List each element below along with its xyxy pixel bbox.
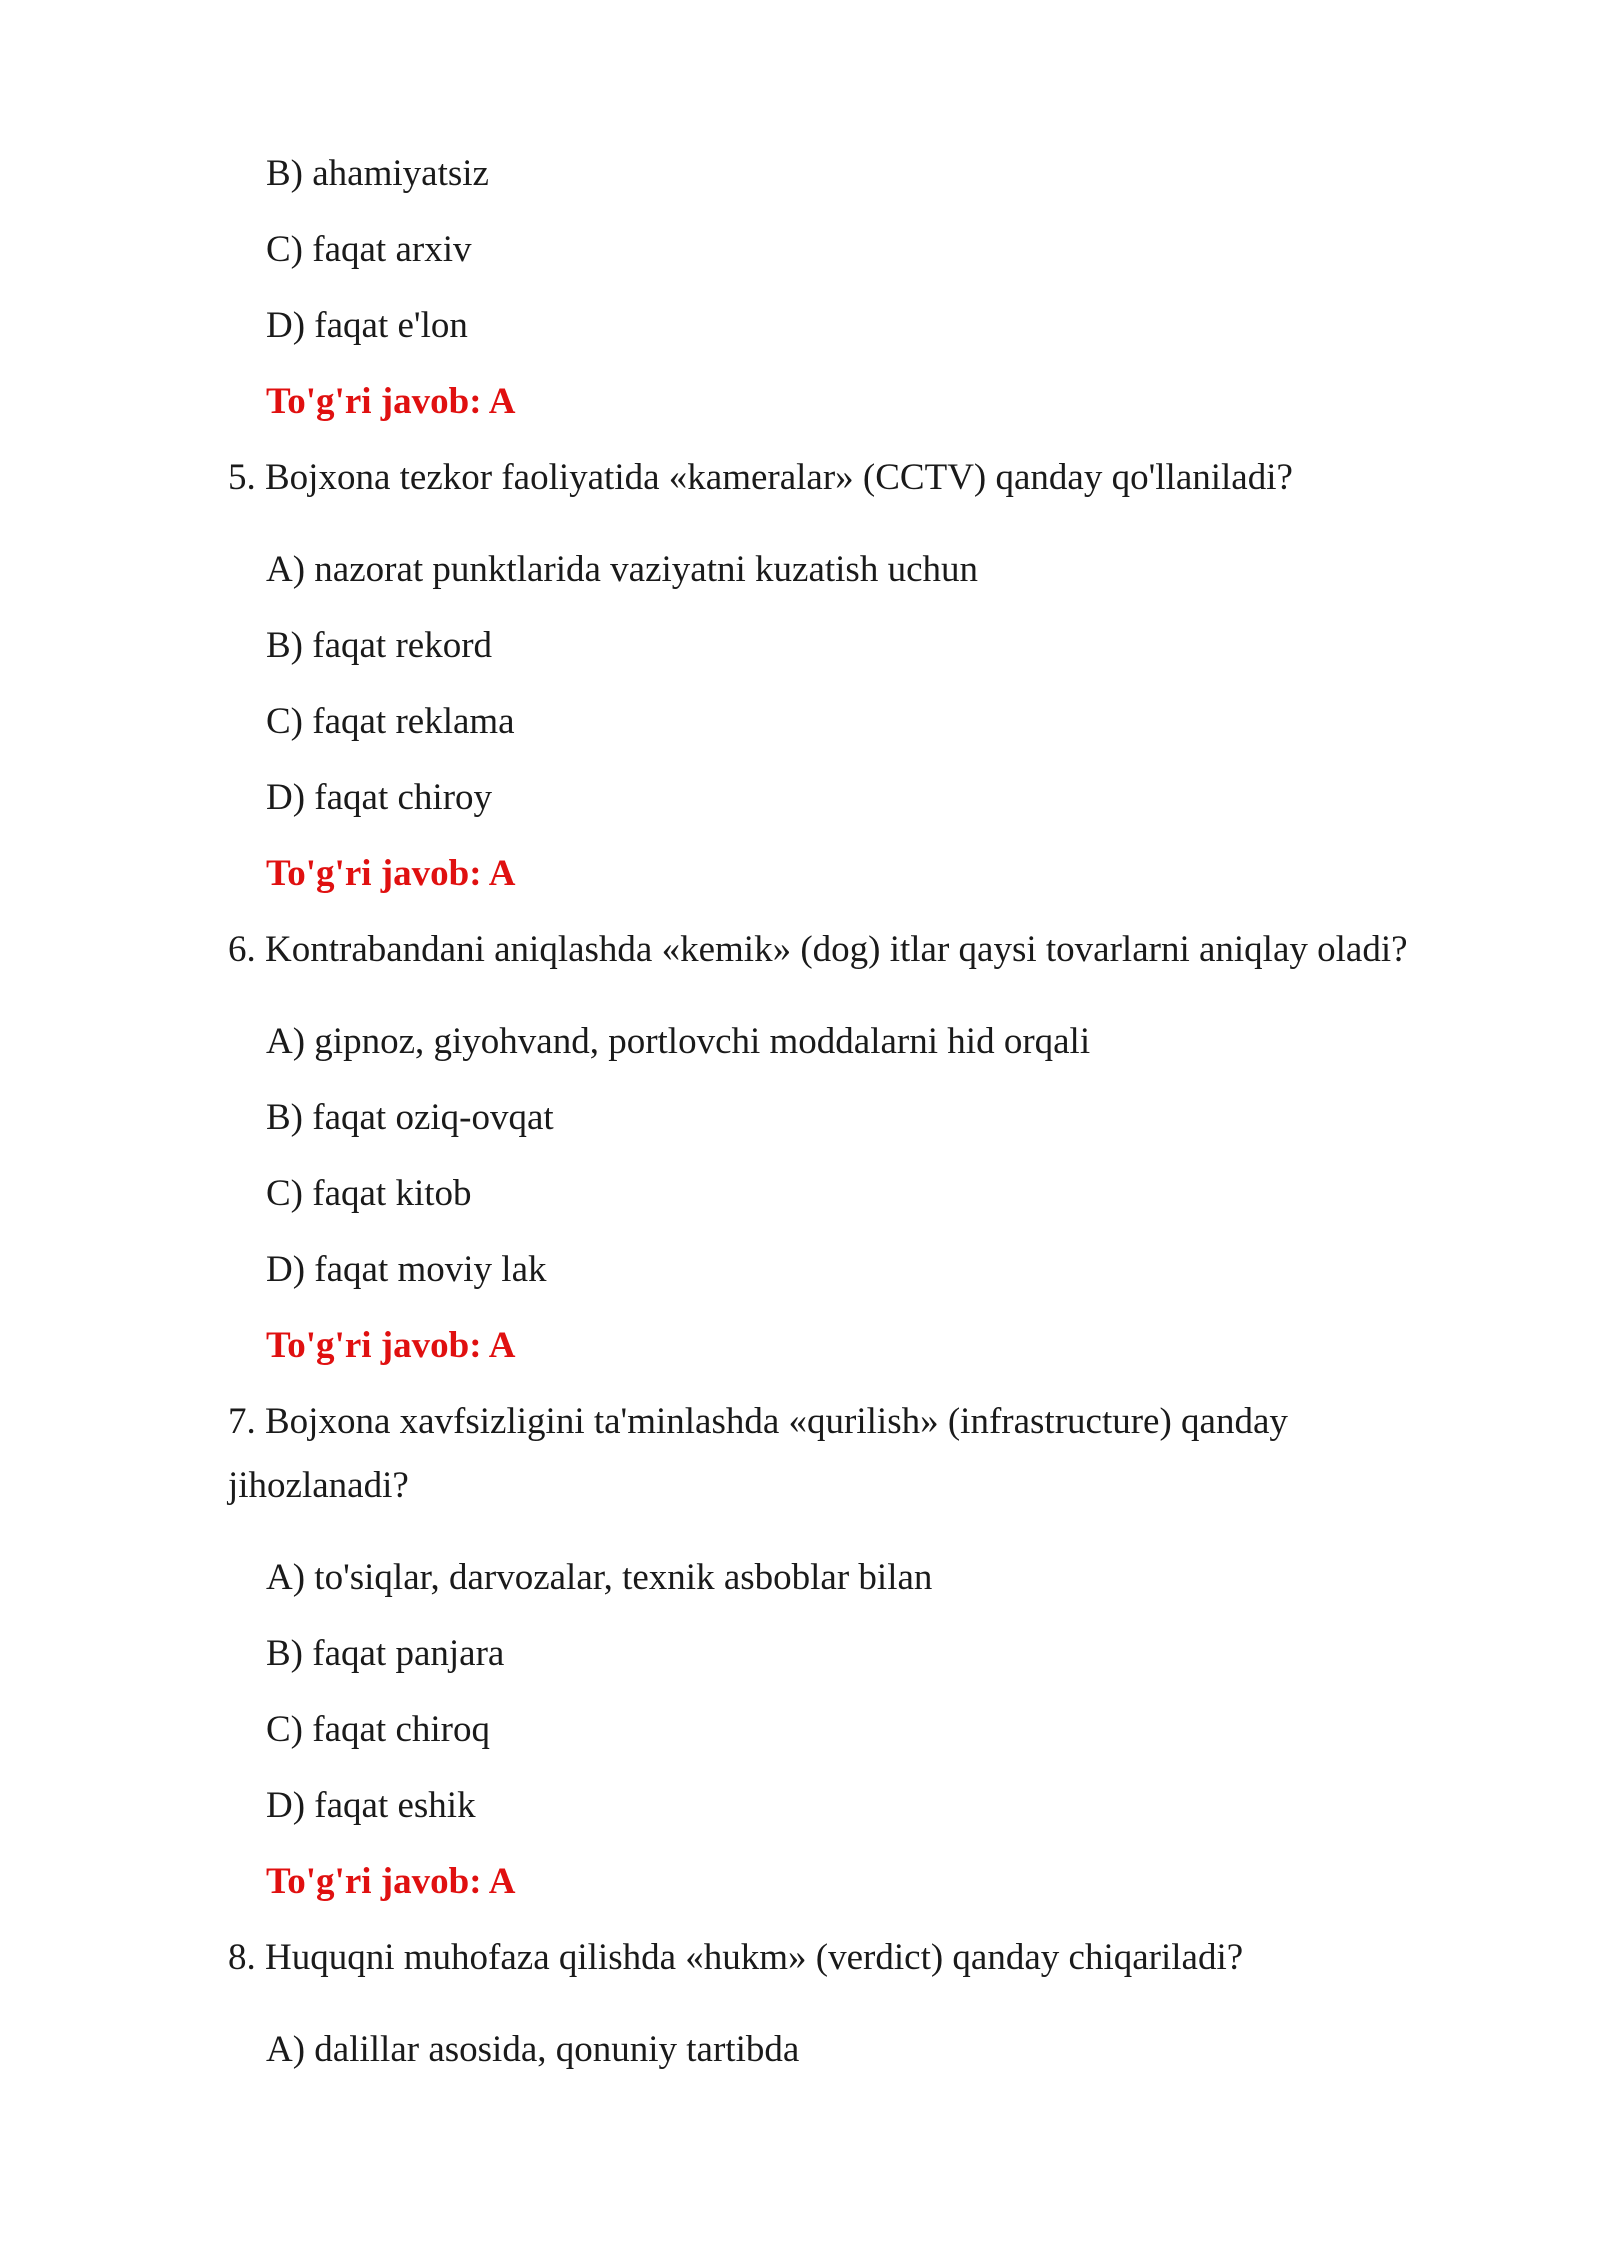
question-7-option-d: D) faqat eshik — [266, 1785, 476, 1826]
question-7-text-line1: 7. Bojxona xavfsizligini ta'minlashda «qurilish» (infrastructure) qanday — [228, 1401, 1288, 1442]
question-7-option-c: C) faqat chiroq — [266, 1709, 490, 1750]
option-b: B) ahamiyatsiz — [266, 153, 489, 194]
question-5-text: 5. Bojxona tezkor faoliyatida «kameralar» (CCTV) qanday qo'llaniladi? — [228, 457, 1293, 498]
question-6-option-c: C) faqat kitob — [266, 1173, 472, 1214]
question-8-option-a: A) dalillar asosida, qonuniy tartibda — [266, 2029, 800, 2070]
question-8-text: 8. Huquqni muhofaza qilishda «hukm» (verdict) qanday chiqariladi? — [228, 1937, 1244, 1978]
question-7-text-line2: jihozlanadi? — [228, 1465, 409, 1506]
question-5-option-a: A) nazorat punktlarida vaziyatni kuzatish uchun — [266, 549, 978, 590]
option-d: D) faqat e'lon — [266, 305, 468, 346]
question-7-option-a: A) to'siqlar, darvozalar, texnik asboblar bilan — [266, 1557, 933, 1598]
question-7-answer: To'g'ri javob: A — [266, 1861, 516, 1902]
question-6-option-a: A) gipnoz, giyohvand, portlovchi moddalarni hid orqali — [266, 1021, 1091, 1062]
question-6-answer: To'g'ri javob: A — [266, 1325, 516, 1366]
question-5-option-d: D) faqat chiroy — [266, 777, 493, 818]
option-c: C) faqat arxiv — [266, 229, 472, 270]
question-6-text: 6. Kontrabandani aniqlashda «kemik» (dog) itlar qaysi tovarlarni aniqlay oladi? — [228, 929, 1408, 970]
question-6-option-d: D) faqat moviy lak — [266, 1249, 547, 1290]
question-5-option-c: C) faqat reklama — [266, 701, 515, 742]
question-5-answer: To'g'ri javob: A — [266, 853, 516, 894]
question-5-option-b: B) faqat rekord — [266, 625, 493, 666]
question-7-option-b: B) faqat panjara — [266, 1633, 505, 1674]
question-6-option-b: B) faqat oziq-ovqat — [266, 1097, 554, 1138]
correct-answer: To'g'ri javob: A — [266, 381, 516, 422]
